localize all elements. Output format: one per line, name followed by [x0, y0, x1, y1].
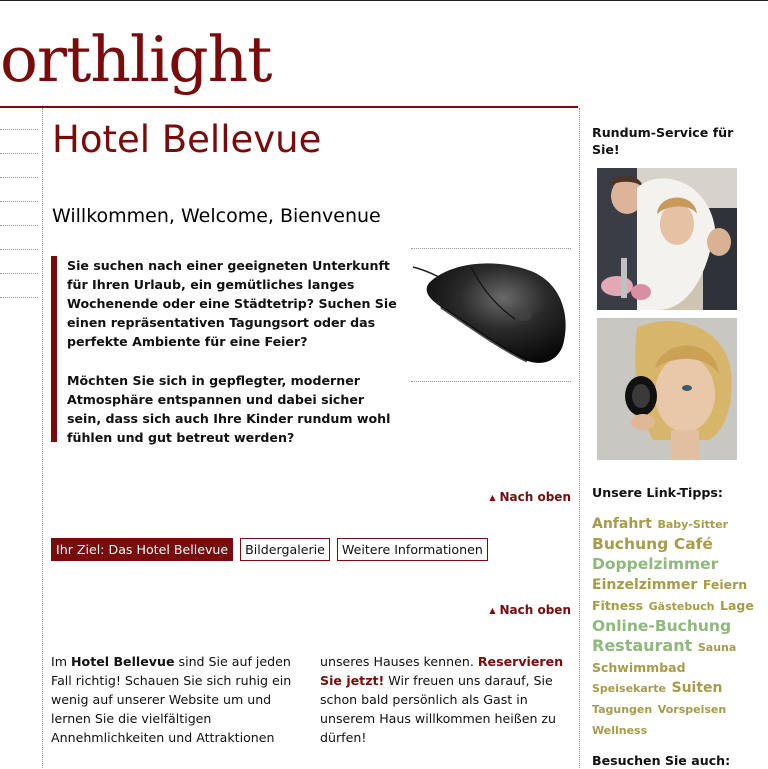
nav-item[interactable] [0, 178, 38, 202]
back-to-top-link[interactable]: ▲ Nach oben [489, 490, 571, 504]
nav-item[interactable] [0, 274, 38, 298]
woman-mirror-graphic [597, 318, 737, 460]
tag-link[interactable]: Tagungen [592, 703, 653, 716]
intro-paragraph: Möchten Sie sich in gepflegter, moderner Atmosphäre entspannen und dabei sicher sein, dass sich auch Ihre Kinder rundum wohl fühlen und gut betreut werden? [67, 373, 391, 445]
tab-bildergalerie[interactable]: Bildergalerie [240, 538, 330, 561]
tab-bar [51, 538, 488, 561]
text-column-right [320, 652, 564, 747]
main-content [42, 108, 580, 768]
tag-link[interactable]: Online-Buchung [592, 617, 732, 635]
tag-link[interactable]: Doppelzimmer [592, 555, 719, 573]
column-paragraph: Im Hotel Bellevue sind Sie auf jeden Fall richtig! Schauen Sie sich ruhig ein wenig auf unserer Website um und lernen Sie die vielfältigen Annehmlichkeiten und Attraktionen [51, 654, 292, 745]
nav-item[interactable] [0, 154, 38, 178]
link-tips-heading: Unsere Link-Tipps: [592, 485, 723, 500]
intro-block [51, 256, 398, 445]
nav-item[interactable] [0, 250, 38, 274]
tag-link[interactable]: Restaurant [592, 636, 693, 655]
tab-hotel-bellevue[interactable]: Ihr Ziel: Das Hotel Bellevue [51, 538, 233, 561]
wedding-photo-graphic [597, 168, 737, 310]
tag-link[interactable]: Einzelzimmer [592, 577, 698, 593]
tag-link[interactable]: Sauna [697, 641, 737, 654]
tag-link[interactable]: Speisekarte [592, 682, 666, 695]
computer-mouse-image [411, 248, 571, 382]
tag-link[interactable]: Lage [720, 598, 754, 613]
nav-item[interactable] [0, 130, 38, 154]
nav-item[interactable] [0, 226, 38, 250]
woman-mirror-photo[interactable] [597, 318, 737, 460]
site-logo[interactable]: orthlight [0, 23, 272, 96]
text-column-left [51, 652, 295, 747]
tag-link[interactable]: Baby-Sitter [657, 518, 728, 531]
intro-paragraph: Sie suchen nach einer geeigneten Unterkunft für Ihren Urlaub, ein gemütliches langes Wochenende oder eine Städtetrip? Suchen Sie einen repräsentativen Tagungsort oder das perfekte Ambiente für eine Feier? [67, 258, 397, 349]
reserve-now-link[interactable]: Reservieren Sie jetzt! [320, 654, 564, 688]
tag-link[interactable]: Suiten [671, 680, 723, 696]
text-columns [51, 652, 571, 747]
tag-link[interactable]: Fitness [592, 598, 644, 613]
tag-link[interactable]: Gästebuch [648, 600, 715, 613]
tab-weitere-informationen[interactable]: Weitere Informationen [337, 538, 488, 561]
tag-link[interactable]: Vorspeisen [657, 703, 727, 716]
tag-link[interactable]: Anfahrt [592, 516, 652, 532]
top-border [0, 0, 768, 1]
tag-link[interactable]: Buchung [592, 535, 669, 553]
mouse-illustration [411, 249, 571, 381]
tag-link[interactable]: Feiern [702, 577, 748, 592]
left-navigation [0, 108, 38, 298]
tag-cloud [592, 513, 768, 740]
nav-item[interactable] [0, 202, 38, 226]
tag-link[interactable]: Café [673, 535, 713, 553]
page-title: Hotel Bellevue [52, 118, 322, 161]
tag-link[interactable]: Wellness [592, 724, 648, 737]
welcome-heading: Willkommen, Welcome, Bienvenue [52, 205, 381, 227]
arrow-up-icon: ▲ [489, 606, 496, 615]
nav-item[interactable] [0, 108, 38, 130]
tag-link[interactable]: Schwimmbad [592, 660, 686, 675]
visit-heading: Besuchen Sie auch: [592, 753, 731, 768]
back-to-top-link[interactable]: ▲ Nach oben [489, 603, 571, 617]
column-paragraph: unseres Hauses kennen. Reservieren Sie jetzt! Wir freuen uns darauf, Sie schon bald persönlich als Gast in unserem Haus willkommen heißen zu dürfen! [320, 654, 564, 745]
wedding-photo[interactable] [597, 168, 737, 310]
arrow-up-icon: ▲ [489, 493, 496, 502]
service-heading: Rundum-Service für Sie! [592, 125, 734, 157]
